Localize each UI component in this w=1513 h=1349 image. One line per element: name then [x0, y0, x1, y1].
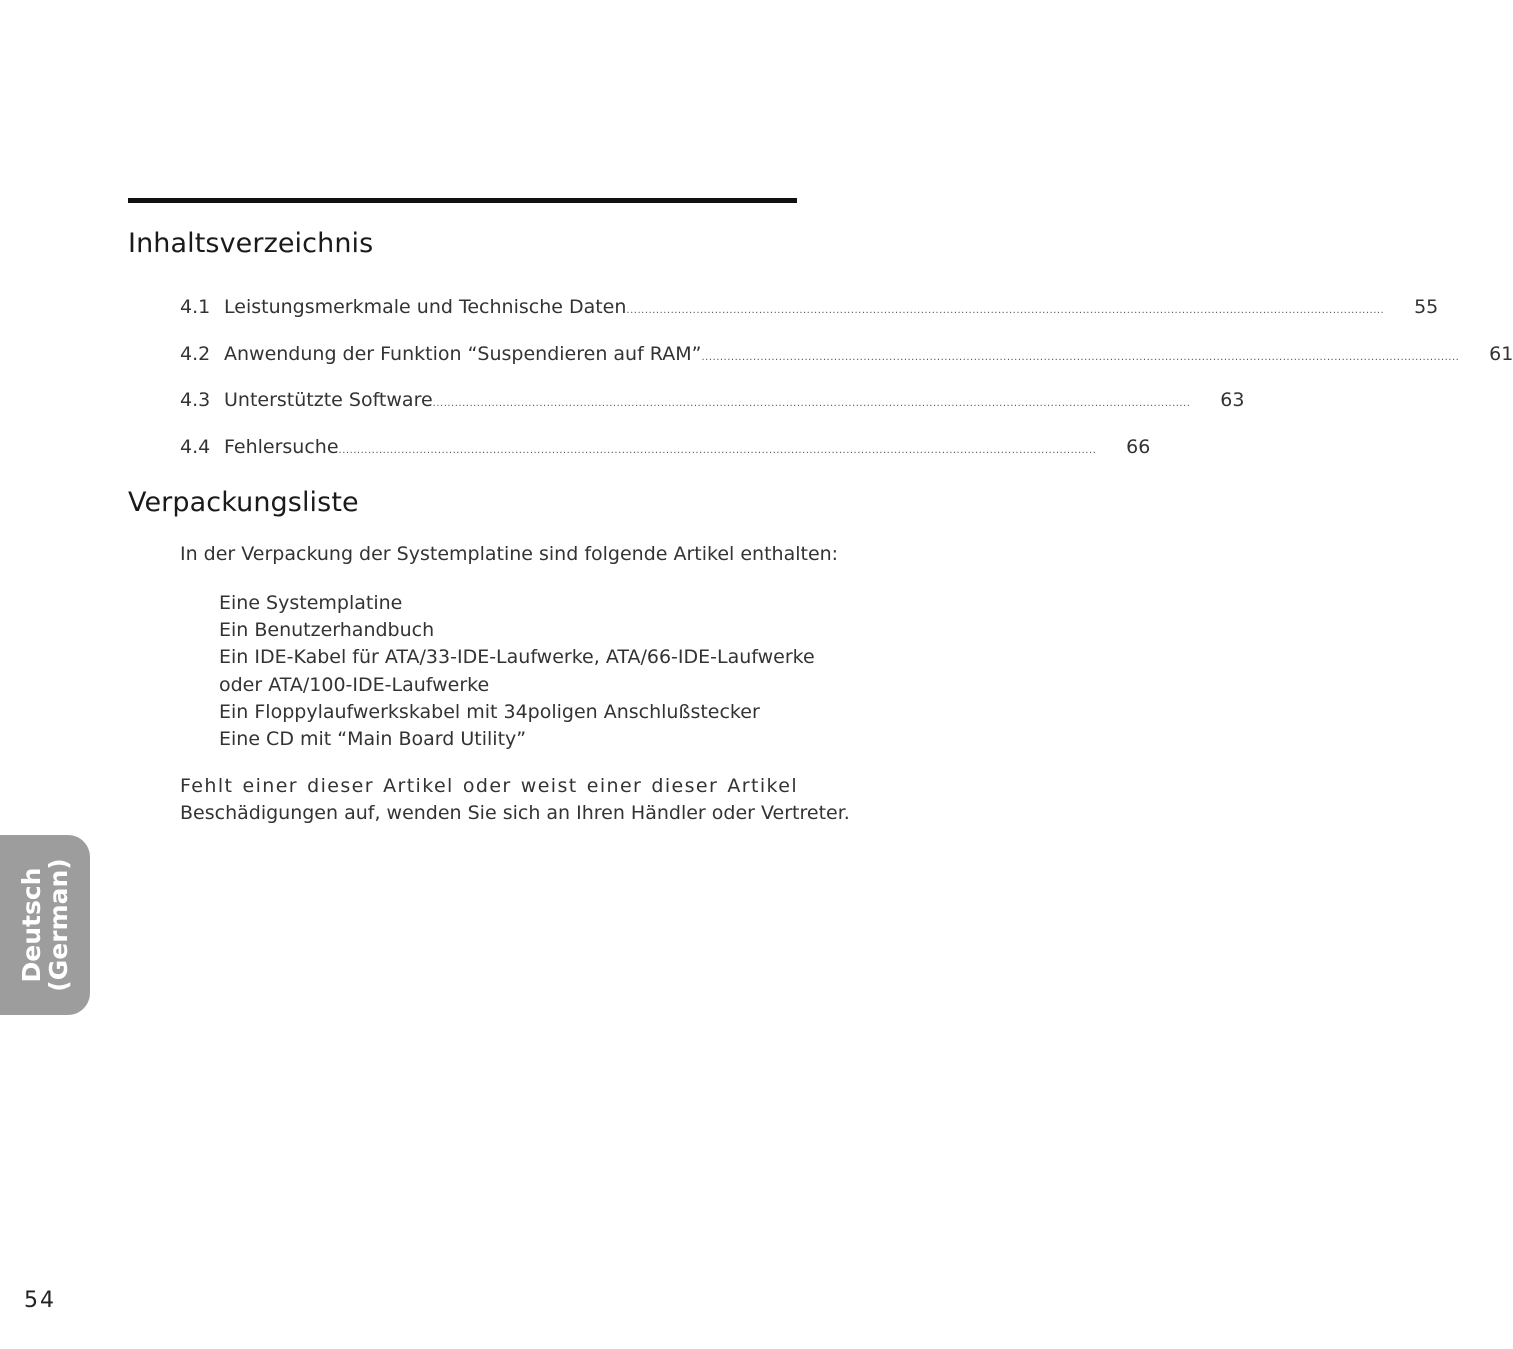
note-line: Beschädigungen auf, wenden Sie sich an Ihren Händler oder Vertreter. [180, 802, 850, 824]
language-tab-line: Deutsch [17, 867, 46, 983]
toc-leader-dots: .............................................................................................................................................................................................................. [701, 351, 1460, 363]
toc-entry-title: Unterstützte Software [224, 389, 433, 411]
toc-entry[interactable] [180, 296, 1439, 343]
toc-entry-page: 66 [1126, 435, 1151, 458]
list-item: Ein Benutzerhandbuch [219, 619, 435, 642]
page-number: 54 [24, 1288, 56, 1313]
toc-entry-title: Fehlersuche [224, 435, 339, 458]
language-tab [0, 835, 90, 1015]
header-rule [128, 198, 797, 203]
toc-title: Inhaltsverzeichnis [128, 228, 374, 259]
toc-entry-number: 4.2 [180, 342, 211, 365]
list-item: Eine CD mit “Main Board Utility” [219, 728, 527, 751]
toc-leader-dots: .............................................................................................................................................................................................................. [338, 444, 1097, 456]
language-tab-label [18, 858, 72, 991]
language-tab-line: (German) [44, 858, 73, 992]
list-item: Ein IDE-Kabel für ATA/33-IDE-Laufwerke, ATA/66-IDE-Laufwerke [219, 646, 815, 669]
packing-note [180, 773, 850, 827]
toc-entry-number: 4.1 [180, 296, 211, 318]
packing-items [219, 590, 815, 753]
toc-entry[interactable] [180, 342, 1513, 390]
list-item: oder ATA/100-IDE-Laufwerke [219, 673, 490, 696]
toc-entry-number: 4.3 [180, 389, 211, 411]
toc-entry[interactable] [180, 389, 1245, 436]
table-of-contents [180, 296, 1513, 482]
packing-intro: In der Verpackung der Systemplatine sind folgende Artikel enthalten: [180, 543, 839, 565]
list-item: Eine Systemplatine [219, 592, 403, 614]
toc-entry-title: Leistungsmerkmale und Technische Daten [224, 296, 627, 318]
toc-entry[interactable] [180, 435, 1151, 483]
toc-entry-title: Anwendung der Funktion “Suspendieren auf RAM” [224, 342, 702, 365]
list-item: Ein Floppylaufwerkskabel mit 34poligen Anschlußstecker [219, 700, 760, 723]
toc-entry-number: 4.4 [180, 435, 211, 458]
note-line: Fehlt einer dieser Artikel oder weist einer dieser Artikel [180, 775, 798, 797]
toc-leader-dots: .............................................................................................................................................................................................................. [432, 398, 1191, 409]
toc-leader-dots: .............................................................................................................................................................................................................. [626, 305, 1385, 316]
toc-entry-page: 63 [1220, 389, 1245, 411]
toc-entry-page: 61 [1489, 342, 1513, 365]
toc-entry-page: 55 [1414, 296, 1439, 318]
packing-list-title: Verpackungsliste [128, 487, 359, 518]
